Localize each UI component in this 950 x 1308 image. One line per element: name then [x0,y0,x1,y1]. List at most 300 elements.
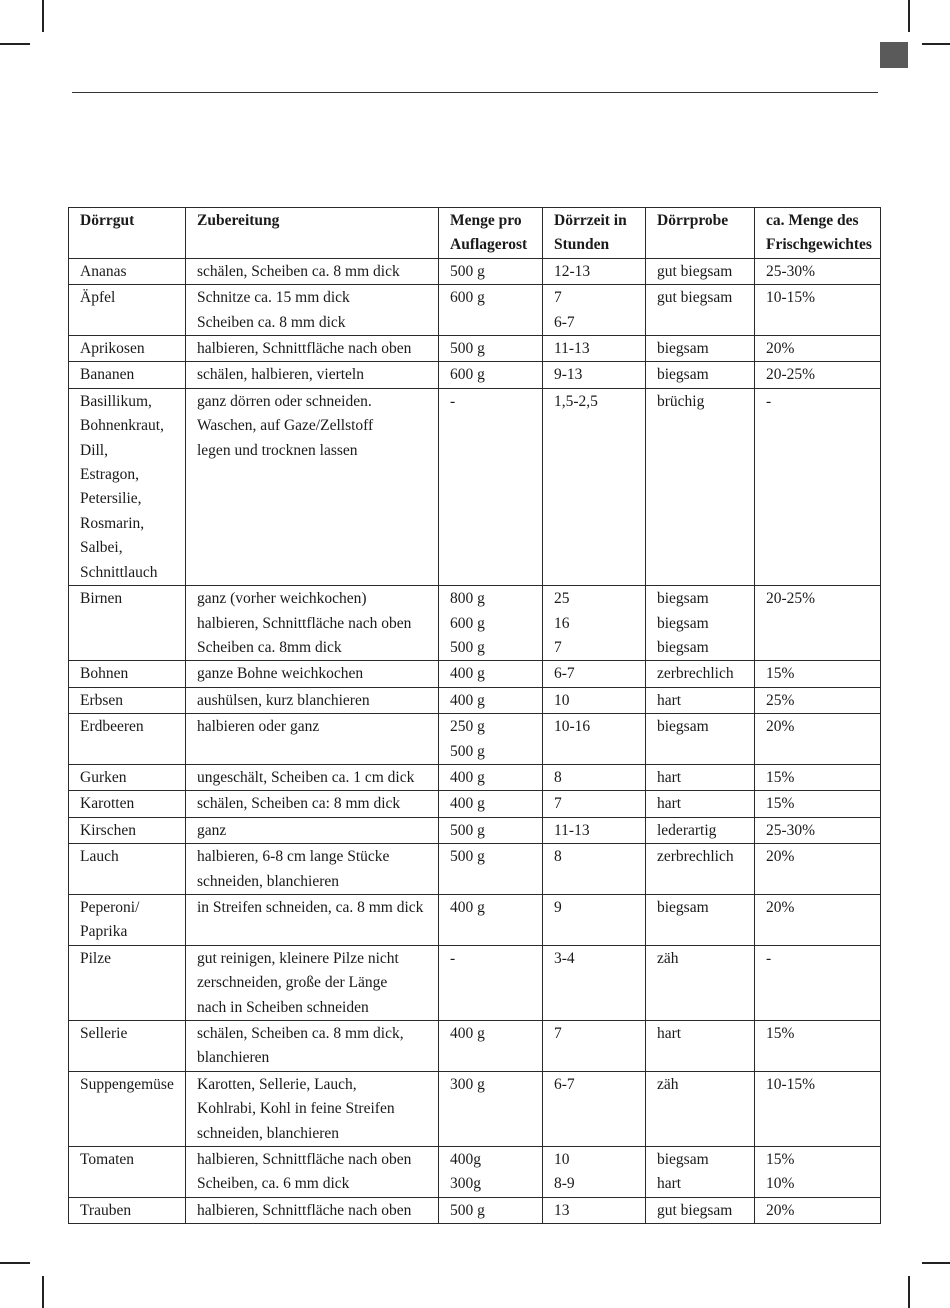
cell-text: 400 g [450,691,485,709]
cell-preparation [186,586,439,661]
cell-text: Erbsen [80,691,124,709]
cell-yield [755,894,881,945]
cell-text: 400 g [450,898,485,916]
cell-text: ganze Bohne weichkochen [197,665,364,683]
cell-text: 1,5-2,5 [554,392,598,410]
cell-text: Dill, [80,441,108,459]
cell-quantity [439,336,543,362]
cell-quantity [439,764,543,790]
cell-quantity [439,714,543,765]
cell-text: 15% [766,1151,795,1169]
cell-text: 400 g [450,795,485,813]
table-row [69,586,881,661]
crop-mark [908,1276,910,1308]
cell-preparation [186,945,439,1020]
header-rule [72,92,878,93]
cell-text: 250 g [450,718,485,736]
cell-yield [755,1197,881,1223]
cell-text: hart [657,768,682,786]
cell-quantity [439,844,543,895]
table-row [69,362,881,388]
cell-text: 20% [766,1201,795,1219]
cell-text: Birnen [80,590,123,608]
cell-text: hart [657,1025,682,1042]
header-frischgewicht [755,208,881,259]
cell-text: 7 [554,795,562,813]
crop-mark [42,1276,44,1308]
cell-yield [755,1147,881,1198]
cell-text: Scheiben ca. 8 mm dick [197,313,346,331]
cell-yield [755,586,881,661]
cell-text: 25-30% [766,821,816,839]
cell-text: - [450,392,456,410]
cell-item [69,336,186,362]
cell-test [646,714,755,765]
cell-quantity [439,362,543,388]
cell-text: biegsam [657,898,709,916]
cell-test [646,258,755,284]
cell-quantity [439,661,543,687]
cell-item [69,894,186,945]
cell-text: schälen, halbieren, vierteln [197,366,364,384]
cell-text: Aprikosen [80,340,145,358]
cell-drying-time [543,1071,646,1146]
cell-quantity [439,791,543,817]
cell-text: 10 [554,1151,570,1169]
cell-drying-time [543,844,646,895]
cell-test [646,1071,755,1146]
cell-text: 500 g [450,262,485,280]
cell-drying-time [543,362,646,388]
cell-item [69,1147,186,1198]
crop-mark [0,43,30,45]
cell-text: 7 [554,289,562,307]
header-zubereitung [186,208,439,259]
cell-preparation [186,285,439,336]
cell-text: Erdbeeren [80,718,144,736]
cell-quantity [439,285,543,336]
cell-preparation [186,362,439,388]
cell-text: 400g [450,1151,481,1169]
table-row [69,1147,881,1198]
cell-text: 500 g [450,1201,485,1219]
cell-text: 8 [554,848,562,866]
cell-yield [755,388,881,585]
cell-preparation [186,817,439,843]
cell-text: 15% [766,768,795,786]
drying-table [68,207,881,1224]
table-row [69,285,881,336]
cell-text: 7 [554,1025,562,1042]
cell-preparation [186,844,439,895]
cell-item [69,714,186,765]
cell-yield [755,1071,881,1146]
cell-text: Petersilie, [80,490,142,508]
cell-text: 15% [766,795,795,813]
cell-text: biegsam [657,718,709,736]
cell-text: halbieren, Schnittfläche nach oben [197,340,412,358]
cell-text: zäh [657,949,679,967]
cell-text: Scheiben, ca. 6 mm dick [197,1175,350,1193]
crop-mark [922,1262,950,1264]
cell-test [646,1021,755,1072]
cell-preparation [186,1147,439,1198]
cell-text: 12-13 [554,262,591,280]
cell-yield [755,258,881,284]
cell-text: hart [657,1175,682,1193]
cell-text: Estragon, [80,466,139,484]
table-row [69,661,881,687]
cell-item [69,844,186,895]
cell-text: 800 g [450,590,485,608]
cell-drying-time [543,894,646,945]
cell-preparation [186,1197,439,1223]
cell-test [646,764,755,790]
table-row [69,817,881,843]
cell-preparation [186,661,439,687]
cell-item [69,285,186,336]
cell-preparation [186,336,439,362]
cell-text: 25% [766,691,795,709]
cell-text: aushülsen, kurz blanchieren [197,691,370,709]
header-text: Menge pro [450,212,522,229]
cell-text: Gurken [80,768,127,786]
cell-text: 6-7 [554,665,575,683]
cell-quantity [439,945,543,1020]
cell-test [646,586,755,661]
cell-test [646,336,755,362]
table-header-row [69,208,881,259]
header-text: Zubereitung [197,212,280,229]
cell-yield [755,714,881,765]
cell-item [69,687,186,713]
cell-text: 400 g [450,1025,485,1042]
cell-text: schneiden, blanchieren [197,872,340,890]
cell-text: halbieren oder ganz [197,718,320,736]
cell-text: ganz (vorher weichkochen) [197,590,367,608]
cell-text: 300 g [450,1075,485,1093]
cell-text: Bohnenkraut, [80,417,164,435]
cell-yield [755,945,881,1020]
header-menge [439,208,543,259]
cell-drying-time [543,945,646,1020]
cell-item [69,791,186,817]
cell-test [646,362,755,388]
cell-yield [755,764,881,790]
crop-mark [908,0,910,32]
cell-test [646,1147,755,1198]
cell-text: brüchig [657,392,705,410]
cell-text: Suppengemüse [80,1075,174,1093]
cell-item [69,586,186,661]
cell-text: 10-16 [554,718,591,736]
cell-text: biegsam [657,638,709,656]
cell-yield [755,285,881,336]
cell-text: schälen, Scheiben ca. 8 mm dick, [197,1025,404,1042]
header-text: ca. Menge des [766,212,859,229]
cell-text: Karotten, Sellerie, Lauch, [197,1075,357,1093]
cell-text: Trauben [80,1201,132,1219]
cell-text: gut reinigen, kleinere Pilze nicht [197,949,399,967]
cell-text: Karotten [80,795,135,813]
cell-test [646,945,755,1020]
cell-item [69,1197,186,1223]
cell-test [646,285,755,336]
cell-text: zerbrechlich [657,848,734,866]
cell-quantity [439,687,543,713]
cell-text: - [766,949,772,967]
table-row [69,791,881,817]
cell-text: Tomaten [80,1151,135,1169]
cell-text: 600 g [450,614,485,632]
cell-text: 13 [554,1201,570,1219]
header-text: Dörrgut [80,212,135,229]
cell-drying-time [543,764,646,790]
cell-text: gut biegsam [657,1201,733,1219]
cell-test [646,817,755,843]
cell-preparation [186,1021,439,1072]
cell-quantity [439,1071,543,1146]
cell-drying-time [543,791,646,817]
cell-item [69,945,186,1020]
cell-text: 500 g [450,340,485,358]
cell-test [646,791,755,817]
cell-text: 9-13 [554,366,583,384]
cell-yield [755,661,881,687]
cell-yield [755,1021,881,1072]
cell-yield [755,336,881,362]
cell-text: Ananas [80,262,127,280]
cell-text: 25-30% [766,262,816,280]
header-text: Frischgewichtes [766,236,872,254]
cell-text: zerbrechlich [657,665,734,683]
cell-drying-time [543,661,646,687]
cell-text: Schnittlauch [80,563,158,581]
cell-drying-time [543,586,646,661]
cell-text: 600 g [450,289,485,307]
cell-quantity [439,388,543,585]
crop-mark [922,43,950,45]
table-row [69,1197,881,1223]
cell-text: 20% [766,848,795,866]
cell-text: Pilze [80,949,111,967]
cell-quantity [439,1197,543,1223]
cell-text: legen und trocknen lassen [197,441,358,459]
cell-item [69,817,186,843]
cell-text: 500 g [450,848,485,866]
cell-text: Peperoni/ [80,898,140,916]
cell-text: 10 [554,691,570,709]
table-row [69,844,881,895]
cell-text: 10-15% [766,1075,816,1093]
cell-text: 15% [766,665,795,683]
cell-drying-time [543,714,646,765]
cell-yield [755,817,881,843]
header-text: Dörrzeit in [554,212,627,229]
cell-text: gut biegsam [657,262,733,280]
cell-text: biegsam [657,614,709,632]
cell-test [646,894,755,945]
table-row [69,1021,881,1072]
cell-drying-time [543,285,646,336]
cell-text: hart [657,691,682,709]
cell-text: 7 [554,638,562,656]
cell-test [646,661,755,687]
cell-quantity [439,1021,543,1072]
cell-test [646,388,755,585]
cell-text: Bohnen [80,665,129,683]
cell-text: 16 [554,614,570,632]
table-row [69,894,881,945]
cell-yield [755,844,881,895]
cell-text: 600 g [450,366,485,384]
cell-text: Salbei, [80,539,123,557]
table-row [69,714,881,765]
cell-text: ganz dörren oder schneiden. [197,392,372,410]
cell-text: schälen, Scheiben ca: 8 mm dick [197,795,401,813]
cell-text: Bananen [80,366,135,384]
cell-text: 10-15% [766,289,816,307]
cell-quantity [439,586,543,661]
cell-text: halbieren, Schnittfläche nach oben [197,1151,412,1169]
cell-quantity [439,817,543,843]
cell-text: 20% [766,898,795,916]
cell-preparation [186,714,439,765]
cell-text: biegsam [657,1151,709,1169]
cell-text: 400 g [450,768,485,786]
cell-preparation [186,258,439,284]
cell-text: halbieren, Schnittfläche nach oben [197,614,412,632]
cell-text: Paprika [80,923,128,941]
cell-text: 500 g [450,821,485,839]
cell-text: halbieren, Schnittfläche nach oben [197,1201,412,1219]
table-row [69,687,881,713]
cell-text: zäh [657,1075,679,1093]
cell-text: gut biegsam [657,289,733,307]
cell-text: ganz [197,821,227,839]
header-doerrprobe [646,208,755,259]
cell-text: schneiden, blanchieren [197,1124,340,1142]
cell-item [69,661,186,687]
cell-preparation [186,388,439,585]
cell-text: halbieren, 6-8 cm lange Stücke [197,848,390,866]
cell-text: 500 g [450,742,485,760]
cell-text: biegsam [657,340,709,358]
cell-drying-time [543,1021,646,1072]
header-text: Stunden [554,236,610,254]
cell-text: Sellerie [80,1025,128,1042]
cell-text: Basillikum, [80,392,152,410]
cell-quantity [439,894,543,945]
cell-drying-time [543,1197,646,1223]
cell-text: 3-4 [554,949,575,967]
table-header [69,208,881,259]
cell-text: 500 g [450,638,485,656]
cell-preparation [186,791,439,817]
cell-text: biegsam [657,590,709,608]
cell-text: 8 [554,768,562,786]
cell-item [69,388,186,585]
cell-drying-time [543,1147,646,1198]
cell-yield [755,362,881,388]
cell-text: 300g [450,1175,481,1193]
cell-text: lederartig [657,821,717,839]
cell-text: Scheiben ca. 8mm dick [197,638,342,656]
table-body [69,258,881,1223]
cell-text: 11-13 [554,821,590,839]
cell-text: Kohlrabi, Kohl in feine Streifen [197,1100,395,1118]
cell-text: 10% [766,1175,795,1193]
cell-item [69,1021,186,1072]
cell-text: Schnitze ca. 15 mm dick [197,289,350,307]
cell-text: - [766,392,772,410]
cell-text: 400 g [450,665,485,683]
cell-quantity [439,258,543,284]
cell-text: Lauch [80,848,119,866]
cell-text: 20-25% [766,590,816,608]
table-row [69,945,881,1020]
cell-item [69,764,186,790]
cell-yield [755,791,881,817]
cell-item [69,362,186,388]
cell-text: 15% [766,1025,795,1042]
cell-text: 6-7 [554,1075,575,1093]
header-text: Auflagerost [450,236,528,254]
cell-drying-time [543,817,646,843]
cell-text: - [450,949,456,967]
cell-text: biegsam [657,366,709,384]
header-doerrzeit [543,208,646,259]
cell-preparation [186,687,439,713]
page-corner-tab [880,42,908,68]
cell-text: 20-25% [766,366,816,384]
cell-text: Rosmarin, [80,514,145,532]
cell-text: blanchieren [197,1049,270,1067]
cell-drying-time [543,687,646,713]
cell-yield [755,687,881,713]
cell-text: 6-7 [554,313,575,331]
cell-text: schälen, Scheiben ca. 8 mm dick [197,262,400,280]
cell-text: nach in Scheiben schneiden [197,998,369,1016]
cell-text: 25 [554,590,570,608]
cell-text: in Streifen schneiden, ca. 8 mm dick [197,898,424,916]
cell-drying-time [543,258,646,284]
cell-text: 9 [554,898,562,916]
cell-text: 20% [766,718,795,736]
cell-test [646,1197,755,1223]
cell-test [646,844,755,895]
header-doerrgut [69,208,186,259]
cell-text: 20% [766,340,795,358]
crop-mark [0,1262,30,1264]
header-text: Dörrprobe [657,212,729,229]
cell-drying-time [543,388,646,585]
table-row [69,336,881,362]
table-row [69,388,881,585]
cell-text: 11-13 [554,340,590,358]
cell-drying-time [543,336,646,362]
cell-text: Waschen, auf Gaze/Zellstoff [197,417,374,435]
cell-text: Kirschen [80,821,136,839]
table-row [69,764,881,790]
cell-text: hart [657,795,682,813]
cell-item [69,258,186,284]
cell-text: zerschneiden, große der Länge [197,974,388,992]
cell-preparation [186,764,439,790]
cell-item [69,1071,186,1146]
cell-text: Äpfel [80,289,116,307]
cell-preparation [186,894,439,945]
